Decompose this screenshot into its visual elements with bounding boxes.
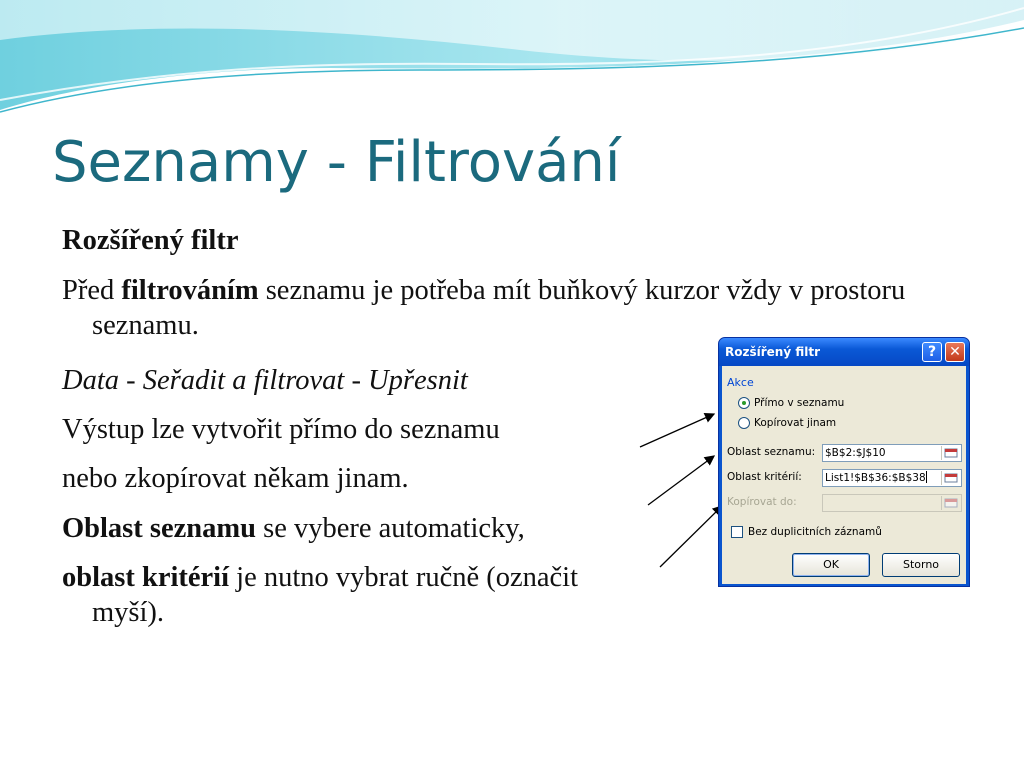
header-wave-decoration bbox=[0, 0, 1024, 120]
range-picker-icon[interactable] bbox=[941, 471, 960, 485]
slide-title: Seznamy - Filtrování bbox=[52, 130, 621, 195]
paragraph-output: Výstup lze vytvořit přímo do seznamu bbox=[62, 414, 500, 445]
p5-bold: Oblast seznamu bbox=[62, 513, 256, 544]
unique-records-label[interactable]: Bez duplicitních záznamů bbox=[748, 526, 882, 538]
radio-copy-elsewhere[interactable] bbox=[738, 417, 750, 429]
copy-to-label: Kopírovat do: bbox=[727, 496, 797, 508]
close-button[interactable]: ✕ bbox=[945, 342, 965, 362]
radio-in-place-label[interactable]: Přímo v seznamu bbox=[754, 397, 845, 409]
criteria-range-value: List1!$B$36:$B$38 bbox=[825, 472, 926, 484]
action-group-label: Akce bbox=[727, 376, 754, 389]
criteria-range-label: Oblast kritérií: bbox=[727, 471, 802, 483]
heading-text: Rozšířený filtr bbox=[62, 225, 239, 256]
list-range-value: $B$2:$J$10 bbox=[825, 447, 886, 459]
p1-bold: filtrováním bbox=[121, 275, 259, 306]
p1-post: seznamu je potřeba mít buňkový kurzor vždy v prostoru seznamu. bbox=[92, 275, 906, 341]
heading-advanced-filter bbox=[62, 224, 942, 259]
range-picker-icon[interactable] bbox=[941, 496, 960, 510]
dialog-title: Rozšířený filtr bbox=[725, 345, 820, 359]
p1-pre: Před bbox=[62, 275, 122, 306]
criteria-range-input[interactable] bbox=[822, 469, 962, 487]
range-picker-icon[interactable] bbox=[941, 446, 960, 460]
unique-records-checkbox[interactable] bbox=[731, 526, 743, 538]
menu-path-text: Data - Seřadit a filtrovat - Upřesnit bbox=[62, 365, 468, 396]
p6-post: je nutno vybrat ručně (označit myší). bbox=[92, 562, 579, 628]
help-button[interactable]: ? bbox=[922, 342, 942, 362]
advanced-filter-dialog bbox=[718, 337, 970, 587]
list-range-input[interactable] bbox=[822, 444, 962, 462]
list-range-label: Oblast seznamu: bbox=[727, 446, 816, 458]
radio-copy-label[interactable]: Kopírovat jinam bbox=[754, 417, 837, 429]
paragraph-cursor bbox=[62, 274, 962, 344]
paragraph-copy: nebo zkopírovat někam jinam. bbox=[62, 463, 409, 494]
cancel-button[interactable]: Storno bbox=[882, 553, 960, 577]
copy-to-input[interactable] bbox=[822, 494, 962, 512]
dialog-body bbox=[722, 366, 966, 584]
dialog-titlebar[interactable] bbox=[719, 338, 969, 366]
radio-in-place[interactable] bbox=[738, 397, 750, 409]
text-caret bbox=[926, 471, 927, 483]
p5-post: se vybere automaticky, bbox=[255, 513, 525, 544]
paragraph-criteria-range bbox=[62, 561, 652, 631]
ok-button[interactable]: OK bbox=[792, 553, 870, 577]
p6-bold: oblast kritérií bbox=[62, 562, 230, 593]
